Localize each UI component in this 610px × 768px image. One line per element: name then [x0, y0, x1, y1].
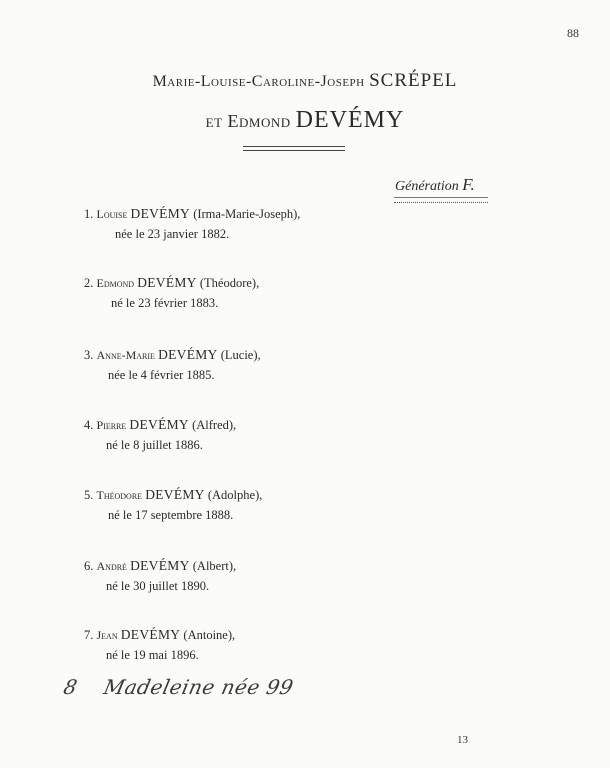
title-surname-devemy: DEVÉMY: [295, 107, 405, 133]
entry-birth: née le 4 février 1885.: [108, 368, 215, 382]
entry-birth: né le 17 septembre 1888.: [108, 508, 234, 522]
entry-first-name: Jean: [96, 628, 118, 642]
entry-given-names: (Irma-Marie-Joseph),: [193, 207, 301, 221]
generation-heading: [395, 175, 475, 195]
generation-underline: [394, 197, 488, 203]
entry-given-names: (Théodore),: [199, 276, 260, 290]
entry-given-names: (Lucie),: [220, 348, 261, 362]
title-line-2: [0, 107, 610, 134]
footer-signature-number: 13: [457, 734, 468, 746]
entry-first-name: Théodore: [96, 488, 143, 502]
entry-birth: née le 23 janvier 1882.: [115, 227, 230, 241]
page-number: 88: [567, 26, 579, 40]
entry-given-names: (Antoine),: [183, 628, 236, 642]
entry-first-name: Louise: [96, 207, 128, 221]
title-divider: [243, 146, 345, 151]
entry-first-name: Pierre: [96, 418, 127, 432]
entry-birth: né le 8 juillet 1886.: [106, 438, 203, 452]
entry-birth: né le 23 février 1883.: [111, 296, 219, 310]
title-line-1: [0, 70, 610, 92]
entry-first-name: Edmond: [96, 276, 135, 290]
entry-surname: DEVÉMY: [129, 417, 189, 432]
entry-first-name: Anne-Marie: [96, 348, 155, 362]
title-given-names: Marie-Louise-Caroline-Joseph: [152, 73, 365, 90]
entry-number: 1.: [84, 207, 94, 221]
list-item: [84, 487, 263, 522]
entry-surname: DEVÉMY: [120, 627, 181, 642]
entry-number: 2.: [84, 276, 94, 290]
entry-surname: DEVÉMY: [145, 487, 205, 502]
entry-surname: DEVÉMY: [158, 347, 218, 362]
generation-letter: F.: [462, 175, 475, 194]
handwritten-note-number: 8: [61, 675, 80, 699]
list-item: [84, 558, 237, 593]
list-item: [84, 417, 237, 452]
entry-birth: né le 30 juillet 1890.: [106, 579, 210, 593]
list-item: [84, 275, 260, 310]
generation-label: Génération: [395, 179, 459, 194]
entry-number: 7.: [84, 628, 94, 642]
entry-given-names: (Alfred),: [192, 418, 237, 432]
entry-birth: né le 19 mai 1896.: [106, 648, 199, 662]
list-item: [84, 206, 301, 241]
list-item: [84, 627, 236, 662]
entry-first-name: André: [96, 559, 127, 573]
title-surname-screpel: SCRÉPEL: [369, 70, 458, 91]
entry-number: 5.: [84, 488, 94, 502]
entry-given-names: (Albert),: [192, 559, 237, 573]
handwritten-note: [61, 675, 295, 699]
entry-surname: DEVÉMY: [130, 558, 190, 573]
entry-surname: DEVÉMY: [130, 206, 191, 221]
handwritten-note-text: Madeleine née 99: [101, 675, 296, 699]
list-item: [84, 347, 261, 382]
title-conjunction: et Edmond: [205, 111, 291, 131]
entry-given-names: (Adolphe),: [207, 488, 263, 502]
entry-number: 6.: [84, 559, 94, 573]
entry-number: 4.: [84, 418, 94, 432]
entry-number: 3.: [84, 348, 94, 362]
entry-surname: DEVÉMY: [137, 275, 197, 290]
